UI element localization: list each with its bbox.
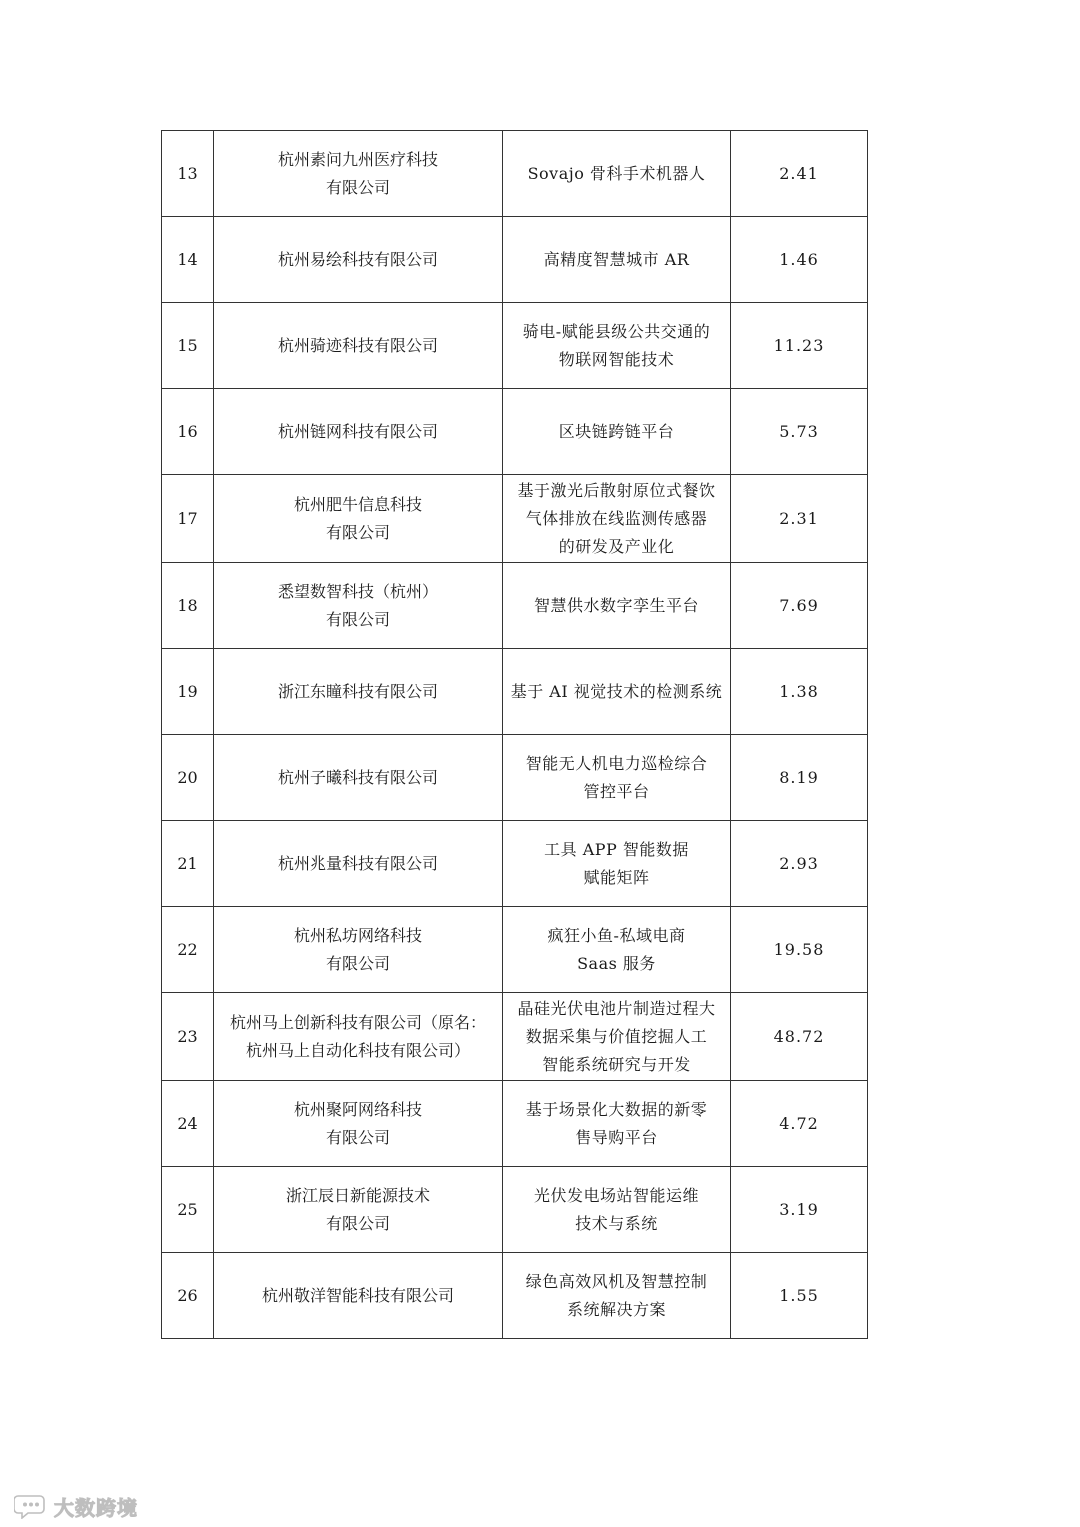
watermark (14, 1492, 138, 1520)
company-name: 杭州敬洋智能科技有限公司 (214, 1253, 503, 1339)
table-row (162, 475, 868, 563)
row-number: 17 (162, 475, 214, 563)
company-name: 杭州骑迹科技有限公司 (214, 303, 503, 389)
funding-amount: 7.69 (731, 563, 868, 649)
table-row (162, 563, 868, 649)
funding-amount: 2.93 (731, 821, 868, 907)
row-number: 18 (162, 563, 214, 649)
company-name: 杭州易绘科技有限公司 (214, 217, 503, 303)
table-row (162, 1253, 868, 1339)
funding-amount: 3.19 (731, 1167, 868, 1253)
row-number: 23 (162, 993, 214, 1081)
row-number: 21 (162, 821, 214, 907)
table-row (162, 735, 868, 821)
funding-amount: 19.58 (731, 907, 868, 993)
row-number: 22 (162, 907, 214, 993)
row-number: 25 (162, 1167, 214, 1253)
table-row (162, 1081, 868, 1167)
funding-amount: 8.19 (731, 735, 868, 821)
funding-amount: 2.41 (731, 131, 868, 217)
row-number: 16 (162, 389, 214, 475)
table-row (162, 821, 868, 907)
funding-amount: 48.72 (731, 993, 868, 1081)
row-number: 26 (162, 1253, 214, 1339)
funding-amount: 4.72 (731, 1081, 868, 1167)
company-name: 杭州马上创新科技有限公司（原名： 杭州马上自动化科技有限公司） (214, 993, 503, 1081)
project-name: 疯狂小鱼-私域电商 Saas 服务 (503, 907, 731, 993)
project-name: Sovajo 骨科手术机器人 (503, 131, 731, 217)
table-row (162, 1167, 868, 1253)
table-row (162, 131, 868, 217)
company-name: 杭州子曦科技有限公司 (214, 735, 503, 821)
company-name: 杭州链网科技有限公司 (214, 389, 503, 475)
company-name: 悉望数智科技（杭州） 有限公司 (214, 563, 503, 649)
watermark-text: 大数跨境 (54, 1495, 138, 1520)
chat-bubble-logo-icon (14, 1493, 48, 1519)
table-row (162, 907, 868, 993)
table-row (162, 389, 868, 475)
funding-amount: 1.38 (731, 649, 868, 735)
table-row (162, 303, 868, 389)
funding-amount: 1.46 (731, 217, 868, 303)
row-number: 20 (162, 735, 214, 821)
row-number: 13 (162, 131, 214, 217)
project-table (161, 130, 868, 1339)
project-name: 区块链跨链平台 (503, 389, 731, 475)
company-name: 杭州私坊网络科技 有限公司 (214, 907, 503, 993)
row-number: 24 (162, 1081, 214, 1167)
project-name: 智能无人机电力巡检综合 管控平台 (503, 735, 731, 821)
funding-amount: 5.73 (731, 389, 868, 475)
project-table-body (162, 131, 868, 1339)
company-name: 浙江辰日新能源技术 有限公司 (214, 1167, 503, 1253)
row-number: 15 (162, 303, 214, 389)
project-name: 高精度智慧城市 AR (503, 217, 731, 303)
company-name: 杭州聚阿网络科技 有限公司 (214, 1081, 503, 1167)
project-name: 智慧供水数字孪生平台 (503, 563, 731, 649)
table-row (162, 649, 868, 735)
company-name: 浙江东瞳科技有限公司 (214, 649, 503, 735)
table-row (162, 993, 868, 1081)
project-name: 基于激光后散射原位式餐饮 气体排放在线监测传感器 的研发及产业化 (503, 475, 731, 563)
project-name: 基于场景化大数据的新零 售导购平台 (503, 1081, 731, 1167)
company-name: 杭州肥牛信息科技 有限公司 (214, 475, 503, 563)
project-name: 绿色高效风机及智慧控制 系统解决方案 (503, 1253, 731, 1339)
funding-amount: 1.55 (731, 1253, 868, 1339)
project-name: 基于 AI 视觉技术的检测系统 (503, 649, 731, 735)
row-number: 19 (162, 649, 214, 735)
project-name: 骑电-赋能县级公共交通的 物联网智能技术 (503, 303, 731, 389)
funding-amount: 11.23 (731, 303, 868, 389)
funding-amount: 2.31 (731, 475, 868, 563)
company-name: 杭州兆量科技有限公司 (214, 821, 503, 907)
company-name: 杭州素问九州医疗科技 有限公司 (214, 131, 503, 217)
project-name: 晶硅光伏电池片制造过程大 数据采集与价值挖掘人工 智能系统研究与开发 (503, 993, 731, 1081)
table-row (162, 217, 868, 303)
project-name: 光伏发电场站智能运维 技术与系统 (503, 1167, 731, 1253)
row-number: 14 (162, 217, 214, 303)
project-name: 工具 APP 智能数据 赋能矩阵 (503, 821, 731, 907)
